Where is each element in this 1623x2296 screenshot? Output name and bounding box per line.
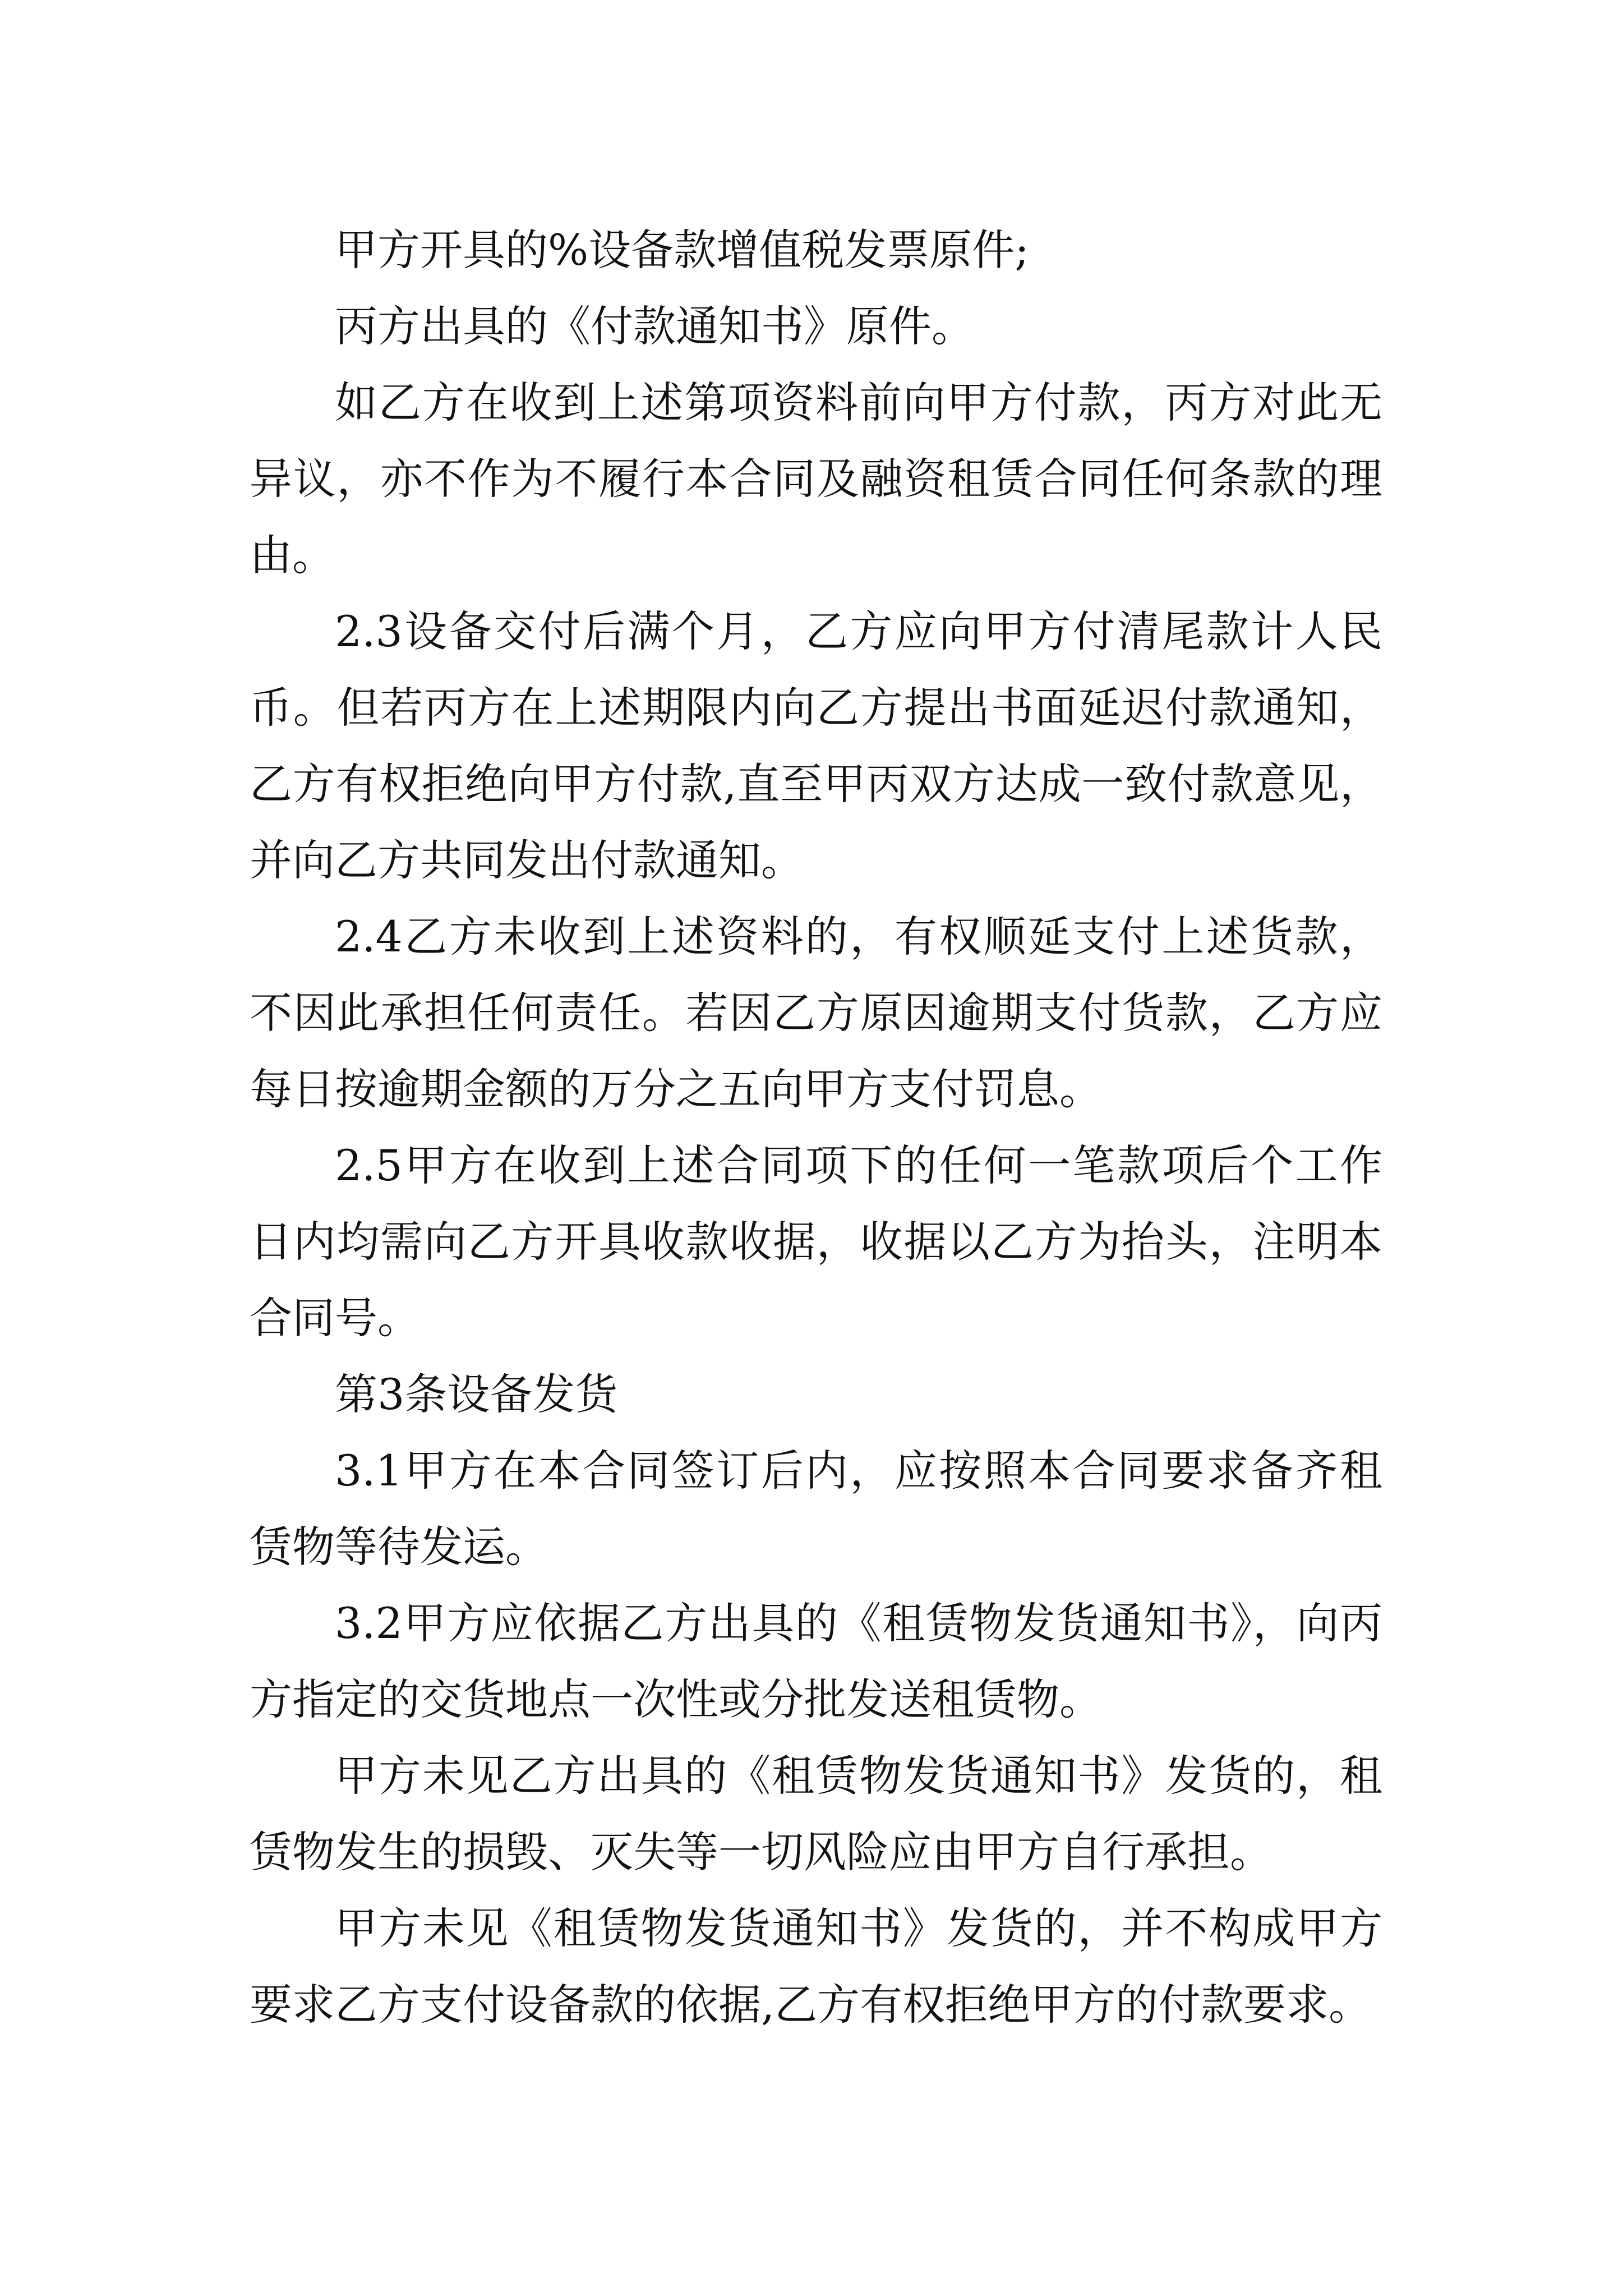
paragraph-clause-2-4: 2.4乙方未收到上述资料的，有权顺延支付上述货款，不因此承担任何责任。若因乙方原因逾期支付货款，乙方应每日按逾期金额的万分之五向甲方支付罚息。 <box>250 912 1382 1114</box>
section-heading-article-3: 第3条设备发货 <box>335 1369 618 1419</box>
paragraph-clause-3-1: 3.1甲方在本合同签订后内，应按照本合同要求备齐租赁物等待发运。 <box>250 1446 1382 1572</box>
paragraph-invoice: 甲方开具的%设备款增值税发票原件; <box>335 225 1029 275</box>
paragraph-clause-3-2: 3.2甲方应依据乙方出具的《租赁物发货通知书》，向丙方指定的交货地点一次性或分批发送租赁物。 <box>250 1598 1382 1724</box>
paragraph-payment-refusal: 甲方未见《租赁物发货通知书》发货的，并不构成甲方要求乙方支付设备款的依据,乙方有权拒绝甲方的付款要求。 <box>250 1903 1382 2030</box>
paragraph-shipping-risk: 甲方未见乙方出具的《租赁物发货通知书》发货的，租赁物发生的损毁、灭失等一切风险应由甲方自行承担。 <box>250 1751 1382 1877</box>
paragraph-payment-notice: 丙方出具的《付款通知书》原件。 <box>335 301 974 351</box>
paragraph-clause-2-3: 2.3设备交付后满个月，乙方应向甲方付清尾款计人民币。但若丙方在上述期限内向乙方提出书面延迟付款通知，乙方有权拒绝向甲方付款,直至甲丙双方达成一致付款意见，并向乙方共同发出付款通知。 <box>250 606 1382 885</box>
paragraph-clause-2-5: 2.5甲方在收到上述合同项下的任何一笔款项后个工作日内均需向乙方开具收款收据，收据以乙方为抬头，注明本合同号。 <box>250 1140 1382 1343</box>
paragraph-early-payment: 如乙方在收到上述第项资料前向甲方付款，丙方对此无异议，亦不作为不履行本合同及融资租赁合同任何条款的理由。 <box>250 378 1382 580</box>
document-body <box>250 212 1382 2043</box>
